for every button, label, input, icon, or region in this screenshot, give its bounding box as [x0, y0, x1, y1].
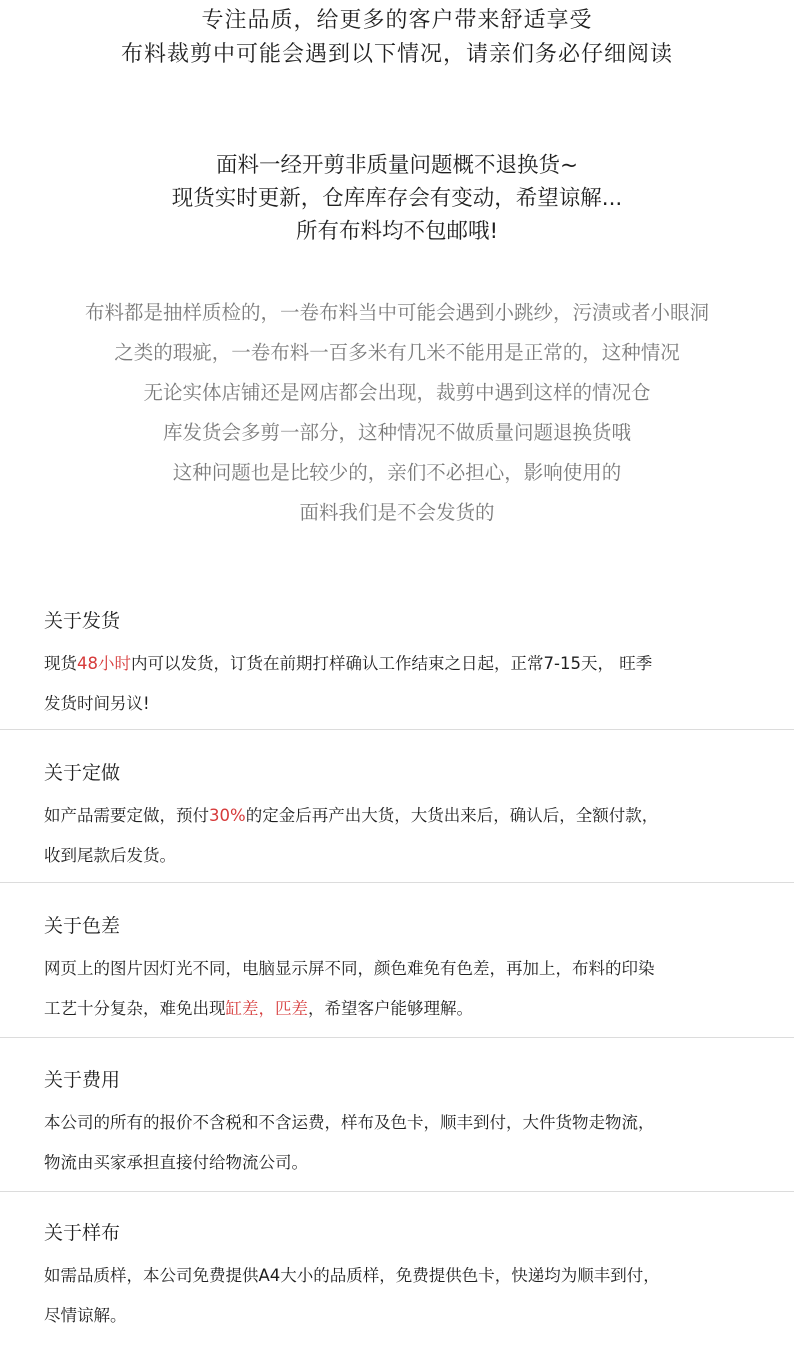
quality-paragraph: [0, 293, 794, 533]
section-body-line: 网页上的图片因灯光不同，电脑显示屏不同，颜色难免有色差，再加上，布料的印染: [44, 959, 655, 978]
section-body: [44, 1256, 764, 1336]
highlight-text: 30%: [209, 806, 246, 825]
section-title: 关于发货: [44, 610, 121, 632]
notice-line-2: 现货实时更新，仓库库存会有变动，希望谅解...: [171, 186, 623, 211]
section-custom: [0, 758, 794, 878]
section-body-line: [44, 796, 764, 836]
paragraph-line: 布料都是抽样质检的，一卷布料当中可能会遇到小跳纱，污渍或者小眼洞: [84, 301, 709, 324]
section-body: [44, 644, 764, 724]
intro-line-1: 专注品质，给更多的客户带来舒适享受: [201, 8, 593, 33]
body-text: 现货: [44, 654, 77, 673]
section-body-line: 物流由买家承担直接付给物流公司。: [44, 1153, 308, 1172]
intro-block: [0, 4, 794, 72]
section-divider: [0, 729, 794, 730]
section-divider: [0, 882, 794, 883]
section-color: [0, 911, 794, 1031]
body-text: 工艺十分复杂，难免出现: [44, 999, 226, 1018]
section-shipping: [0, 606, 794, 726]
section-divider: [0, 1191, 794, 1192]
section-body: [44, 796, 764, 876]
paragraph-line: 面料我们是不会发货的: [299, 501, 495, 524]
section-body-line: 如需品质样，本公司免费提供A4大小的品质样，免费提供色卡，快递均为顺丰到付，: [44, 1266, 660, 1285]
paragraph-line: 无论实体店铺还是网店都会出现，裁剪中遇到这样的情况仓: [143, 381, 651, 404]
paragraph-line: 库发货会多剪一部分，这种情况不做质量问题退换货哦: [162, 421, 631, 444]
highlight-text: 缸差，匹差: [225, 999, 308, 1018]
section-title: 关于定做: [44, 762, 121, 784]
paragraph-line: 这种问题也是比较少的，亲们不必担心，影响使用的: [172, 461, 622, 484]
section-fees: [0, 1065, 794, 1185]
section-samples: [0, 1218, 794, 1338]
notice-line-1: 面料一经开剪非质量问题概不退换货~: [215, 153, 579, 178]
notice-block: [0, 149, 794, 248]
highlight-text: 48小时: [77, 654, 131, 673]
section-body-line: 本公司的所有的报价不含税和不含运费，样布及色卡，顺丰到付，大件货物走物流，: [44, 1113, 655, 1132]
body-text: 内可以发货，订货在前期打样确认工作结束之日起，正常7-15天， 旺季: [131, 654, 653, 673]
intro-line-2: 布料裁剪中可能会遇到以下情况，请亲们务必仔细阅读: [120, 42, 673, 67]
section-body-line: 发货时间另议!: [44, 694, 150, 713]
body-text: 如产品需要定做，预付: [44, 806, 209, 825]
section-body: [44, 949, 764, 1029]
section-title: 关于样布: [44, 1222, 121, 1244]
paragraph-line: 之类的瑕疵，一卷布料一百多米有几米不能用是正常的，这种情况: [114, 341, 680, 364]
section-body-line: [44, 989, 764, 1029]
section-title: 关于费用: [44, 1069, 121, 1091]
section-body-line: [44, 644, 764, 684]
body-text: ，希望客户能够理解。: [308, 999, 473, 1018]
section-title: 关于色差: [44, 915, 121, 937]
notice-line-3: 所有布料均不包邮哦!: [295, 219, 499, 244]
section-body-line: 尽情谅解。: [44, 1306, 127, 1325]
section-body: [44, 1103, 764, 1183]
body-text: 的定金后再产出大货，大货出来后，确认后，全额付款，: [245, 806, 659, 825]
section-body-line: 收到尾款后发货。: [44, 846, 176, 865]
section-divider: [0, 1037, 794, 1038]
